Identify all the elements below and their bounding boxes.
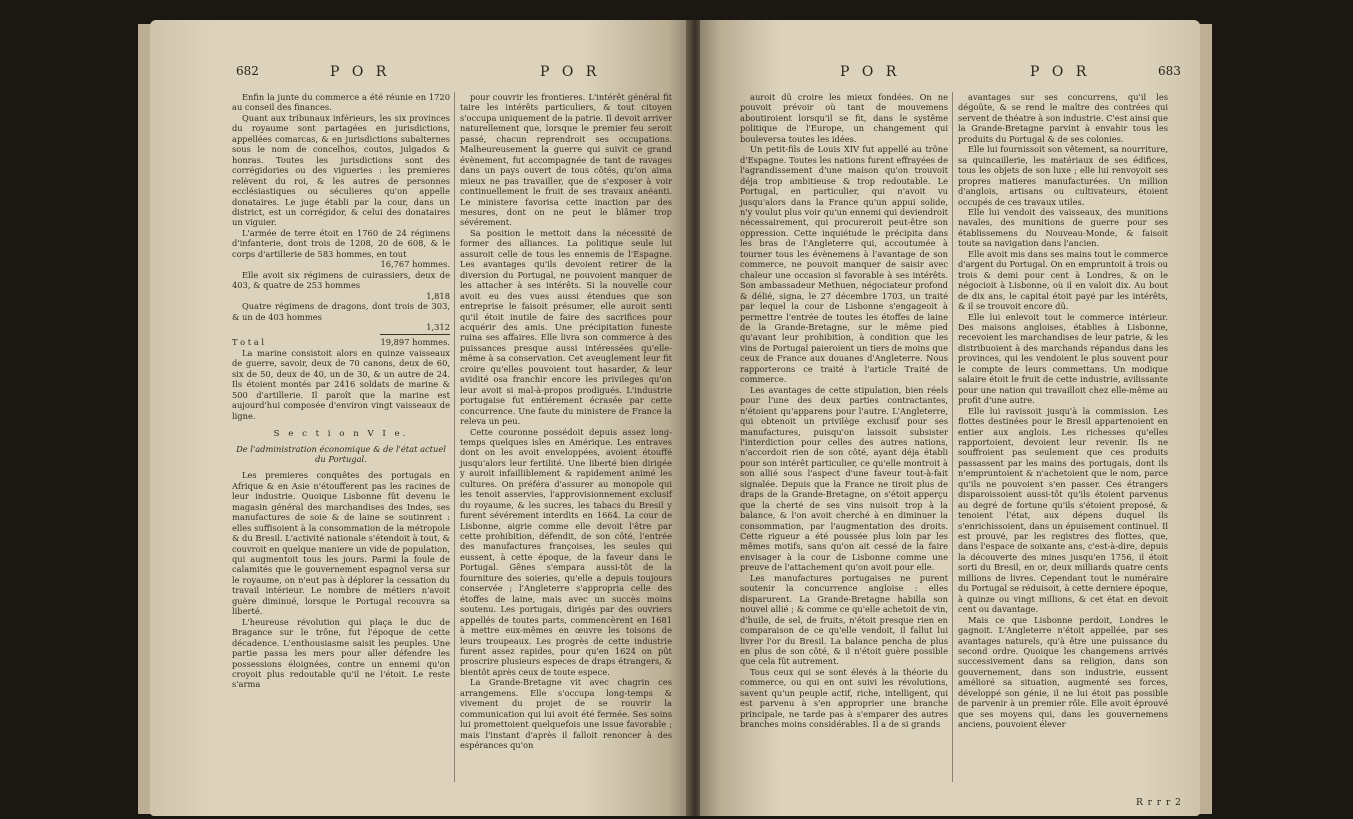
paragraph: La Grande-Bretagne vit avec chagrin ces arrangemens. Elle s'occupa long-temps & vivement du projet de se rouvrir la communication qui lui avoit été fermée. Ses soins lui promettoient quelquefois une issue favorable ; mais l'instant d'après il falloit renoncer à des espérances qu'on (460, 677, 672, 751)
left-page (150, 20, 690, 816)
right-folio: 683 (1158, 64, 1181, 78)
total-label: T o t a l (232, 337, 265, 348)
left-column-2 (460, 92, 672, 751)
left-header-left: P O R (330, 64, 391, 80)
right-column-2 (958, 92, 1168, 730)
total-row (232, 259, 450, 269)
paragraph: Tous ceux qui se sont élevés à la théorie du commerce, ou qui en ont suivi les révolutions, savent qu'un peuple actif, riche, intelligent, qui est parvenu à s'en approprier une branche principale, ne tarde pas à s'emparer des autres branches moins considérables. Il a de si grands (740, 666, 948, 730)
paragraph: avantages sur ses concurrens, qu'il les dégoûte, & se rend le maître des contrées qui servent de théatre à son industrie. C'est ainsi que la Grande-Bretagne parvint à envahir tous les produits du Portugal & de ses colonies. (958, 92, 1168, 144)
right-column-1 (740, 92, 948, 730)
column-divider (454, 92, 455, 782)
paragraph: La marine consistoit alors en quinze vaisseaux de guerre, savoir, deux de 70 canons, deux de 60, six de 50, deux de 40, un de 30, & un autre de 24. Ils étoient montés par 2416 soldats de marine & 500 d'artillerie. Il paroît que la marine est aujourd'hui composée d'environ vingt vaisseaux de ligne. (232, 347, 450, 421)
paragraph: L'armée de terre étoit en 1760 de 24 régimens d'infanterie, dont trois de 1208, 20 de 608, & le corps d'artillerie de 583 hommes, en tout (232, 227, 450, 259)
paragraph: Enfin la junte du commerce a été réunie en 1720 au conseil des finances. (232, 92, 450, 113)
paragraph: Un petit-fils de Louis XIV fut appellé au trône d'Espagne. Toutes les nations furent effrayées de l'agrandissement d'une maison qu'on trouvoit déja trop ambitieuse & trop redoutable. Le Portugal, en particulier, qui n'avoit vu jusqu'alors dans la France qu'un appui solide, n'y voulut plus voir qu'un ennemi qui deviendroit nécessairement, qui procureroit peut-être son oppression. Cette inquiétude le précipita dans les bras de l'Angleterre qui, accoutumée à tourner tous les évènemens à l'avantage de son commerce, ne pouvoit manquer de saisir avec chaleur une occasion si favorable à ses intérêts. Son ambassadeur Methuen, négociateur profond & délié, signa, le 27 décembre 1703, un traité par lequel la cour de Lisbonne s'engageoit à permettre l'entrée de toutes les étoffes de laine de la Grande-Bretagne, sur le même pied qu'avant leur prohibition, à condition que les vins de Portugal paieroient un tiers de moins que ceux de France aux douanes d'Angleterre. Nous rapporterons ce traité à l'article Traité de commerce. (740, 144, 948, 385)
right-page (700, 20, 1200, 816)
paragraph: Quatre régimens de dragons, dont trois de 303, & un de 403 hommes (232, 301, 450, 322)
left-folio: 682 (236, 64, 259, 78)
section-subtitle: De l'administration économique & de l'état actuel du Portugal. (236, 443, 446, 464)
left-column-1 (232, 92, 450, 690)
sum-rule (380, 334, 450, 335)
paragraph: Les avantages de cette stipulation, bien réels pour l'une des deux parties contractantes, n'étoient qu'apparens pour l'autre. L'Angleterre, qui obtenoit un privilège exclusif pour ses manufactures, puisqu'on laissoit subsister l'interdiction pour celles des autres nations, n'accordoit rien de son côté, ayant déja établi pour son intérêt particulier, ce qu'elle montroit à son allié sous l'aspect d'une faveur tout-à-fait signalée. Depuis que la France ne tiroit plus de draps de la Grande-Bretagne, on s'étoit apperçu que la cherté de ses vins nuisoit trop à la balance, & l'on avoit cherché à en diminuer la consommation, par l'augmentation des droits. Cette rigueur a été poussée plus loin par les mêmes motifs, sans qu'on ait cessé de la faire envisager à la cour de Lisbonne comme une preuve de l'attachement qu'on avoit pour elle. (740, 384, 948, 573)
paragraph: Les manufactures portugaises ne purent soutenir la concurrence angloise : elles disparurent. La Grande-Bretagne habilla son nouvel allié ; & comme ce qu'elle achetoit de vin, d'huile, de sel, de fruits, n'étoit presque rien en comparaison de ce qu'elle vendoit, il fallut lui livrer l'or du Bresil. La balance pencha de plus en plus de son côté, & il n'étoit guère possible que cela fût autrement. (740, 572, 948, 667)
paragraph: Quant aux tribunaux inférieurs, les six provinces du royaume sont partagées en jurisdictions, appellées comarcas, & en jurisdictions subalternes sous le nom de concelhos, coutos, julgados & honras. Toutes les jurisdictions sont des corrégidories ou des vigueries : les premieres relèvent du roi, & les autres de personnes ecclésiastiques ou séculieres qu'on appelle donataires. Le juge établi par la cour, dans un district, est un corrégidor, & celui des donataires un viguier. (232, 112, 450, 228)
signature-mark: R r r r 2 (1136, 798, 1182, 808)
paragraph: auroit dû croire les mieux fondées. On ne pouvoit prévoir où tant de mouvemens aboutiroient lorsqu'il se fit, dans le systême politique de l'Europe, un changement qui bouleversa toutes les idées. (740, 92, 948, 144)
right-header-right: P O R (1030, 64, 1091, 80)
total-value: 16,767 hommes. (380, 259, 450, 270)
paragraph: Elle lui enlevoit tout le commerce intérieur. Des maisons angloises, établies à Lisbonne, recevoient les marchandises de leur patrie, & les distribuoient à des marchands répandus dans les provinces, qui les vendoient le plus souvent pour le compte de leurs commettans. Un modique salaire étoit le fruit de cette industrie, avilissante pour une nation qui travailloit chez elle-même au profit d'une autre. (958, 311, 1168, 406)
paragraph: Mais ce que Lisbonne perdoit, Londres le gagnoit. L'Angleterre n'étoit appellée, par ses avantages naturels, qu'à être une puissance du second ordre. Quoique les changemens arrivés successivement dans sa religion, dans son gouvernement, dans son industrie, eussent amélioré sa situation, augmenté ses forces, développé son génie, il ne lui étoit pas possible de parvenir à un premier rôle. Elle avoit éprouvé que ses moyens qui, dans les gouvernemens anciens, pouvoient élever (958, 614, 1168, 730)
paragraph: L'heureuse révolution qui plaça le duc de Bragance sur le trône, fut l'époque de cette décadence. L'enthousiasme saisit les peuples. Une partie passa les mers pour aller défendre les possessions éloignées, contre un ennemi qu'on croyoit plus redoutable qu'il ne l'étoit. Le reste s'arma (232, 616, 450, 690)
right-header-left: P O R (840, 64, 901, 80)
grand-total-row (232, 337, 450, 347)
paragraph: Sa position le mettoit dans la nécessité de former des alliances. La politique seule lui assuroit celle de tous les ennemis de l'Espagne. Les avantages qu'ils devoient retirer de la diversion du Portugal, ne pouvoient manquer de les attacher à ses intérêts. Si la nouvelle cour avoit eu des vues aussi étendues que son entreprise le faisoit présumer, elle auroit senti qu'il étoit inutile de faire des sacrifices pour acquérir des amis. Une précipitation funeste ruina ses affaires. Elle livra son commerce à des puissances presque aussi intéressées qu'elle-même à sa conservation. Cet aveuglement leur fit croire qu'elles pouvoient tout hasarder, & leur avidité osa franchir encore les privileges qu'on leur avoit si mal-à-propos prodigués. L'industrie portugaise fut entiérement écrasée par cette concurrence. Une faute du ministere de France la releva un peu. (460, 227, 672, 427)
paragraph: pour couvrir les frontieres. L'intérêt général fit taire les intérêts particuliers, & tout citoyen s'occupa uniquement de la patrie. Il devoit arriver naturellement que, lorsque le premier feu seroit passé, chacun reprendroit ses occupations. Malheureusement la guerre qui suivit ce grand évènement, fut accompagnée de tant de ravages dans un pays ouvert de tous côtés, qu'on aima mieux ne pas travailler, que de s'exposer à voir continuellement le fruit de ses travaux anéanti. Le ministere favorisa cette inaction par des mesures, dont on ne peut le blâmer trop sévérement. (460, 92, 672, 228)
paragraph: Elle lui fournissoit son vêtement, sa nourriture, sa quincaillerie, les matériaux de ses édifices, tous les objets de son luxe ; elle lui renvoyoit ses propres matieres manufacturées. Un million d'anglois, artisans ou cultivateurs, étoient occupés de ces travaux utiles. (958, 144, 1168, 207)
paragraph: Elle avoit mis dans ses mains tout le commerce d'argent du Portugal. On en empruntoit à trois ou trois & demi pour cent à Londres, & on le négocioit à Lisbonne, où il en valoit dix. Au bout de dix ans, le capital étoit payé par les intérêts, & il se trouvoit encore dû. (958, 248, 1168, 312)
left-header-right: P O R (540, 64, 601, 80)
right-page-edge (1198, 24, 1212, 814)
column-divider (952, 92, 953, 782)
paragraph: Elle lui ravissoit jusqu'à la commission. Les flottes destinées pour le Bresil appartenoient en entier aux anglois. Les richesses qu'elles rapportoient, devoient leur revenir. Ils ne souffroient pas seulement que ces produits passassent par les mains des portugais, dont ils n'empruntoient & n'achetoient que le nom, parce qu'ils ne pouvoient s'en passer. Ces étrangers disparoissoient aussi-tôt qu'ils étoient parvenus au degré de fortune qu'ils s'étoient proposé, & tenoient l'état, aux dépens duquel ils s'enrichissoient, dans un épuisement continuel. Il est prouvé, par les registres des flottes, que, dans l'espace de soixante ans, c'est-à-dire, depuis la découverte des mines jusqu'en 1756, il étoit sorti du Bresil, en or, deux milliards quatre cents millions de livres. Cependant tout le numéraire du Portugal se réduisoit, à cette derniere époque, à quinze ou vingt millions, & cet état en devoit cent ou davantage. (958, 405, 1168, 615)
paragraph: Cette couronne possédoit depuis assez long-temps quelques isles en Amérique. Les entraves dont on les avoit enveloppées, avoient étouffé jusqu'alors leur fertilité. Une liberté bien dirigée y auroit infailliblement & rapidement animé les cultures. On préféra d'assurer au monopole qui les tenoit asservies, l'approvisionnement exclusif du royaume, & les sucres, les tabacs du Bresil y furent sévérement interdits en 1664. La cour de Lisbonne, aigrie comme elle devoit l'être par cette prohibition, défendit, de son côté, l'entrée des manufactures françoises, les seules qui eussent, à cette époque, de la faveur dans le Portugal. Gênes s'empara aussi-tôt de la fourniture des soieries, qu'elle a depuis toujours conservée ; l'Angleterre s'appropria celle des étoffes de laine, mais avec un succès moins soutenu. Les portugais, dirigés par des ouvriers appellés de toutes parts, commencèrent en 1681 à mettre eux-mêmes en œuvre les toisons de leurs troupeaux. Les progrès de cette industrie furent assez rapides, pour qu'en 1624 on pût proscrire plusieurs especes de draps étrangers, & bientôt après ceux de toute espece. (460, 426, 672, 677)
total-row (232, 291, 450, 301)
section-heading: S e c t i o n V I e. (273, 429, 409, 440)
total-value: 1,312 (426, 321, 450, 332)
grand-total-value: 19,897 hommes. (380, 337, 450, 348)
paragraph: Elle lui vendoit des vaisseaux, des munitions navales, des munitions de guerre pour ses établissemens du Nouveau-Monde, & faisoit toute sa navigation dans l'ancien. (958, 206, 1168, 249)
paragraph: Les premieres conquêtes des portugais en Afrique & en Asie n'étoufferent pas les racines de leur industrie. Quoique Lisbonne fût devenu le magasin général des marchandises des Indes, ses manufactures de soie & de laine se soutinrent : elles suffisoient à la consommation de la métropole & du Bresil. L'activité nationale s'étendoit à tout, & couvroit en quelque maniere un vide de population, qui augmentoit tous les jours. Parmi la foule de calamités que le gouvernement espagnol versa sur le royaume, on n'eut pas à déplorer la cessation du travail intérieur. Le nombre de métiers n'avoit guère diminué, lorsque le Portugal recouvra sa liberté. (232, 470, 450, 617)
total-value: 1,818 (426, 290, 450, 301)
total-row (232, 322, 450, 332)
paragraph: Elle avoit six régimens de cuirassiers, deux de 403, & quatre de 253 hommes (232, 269, 450, 291)
